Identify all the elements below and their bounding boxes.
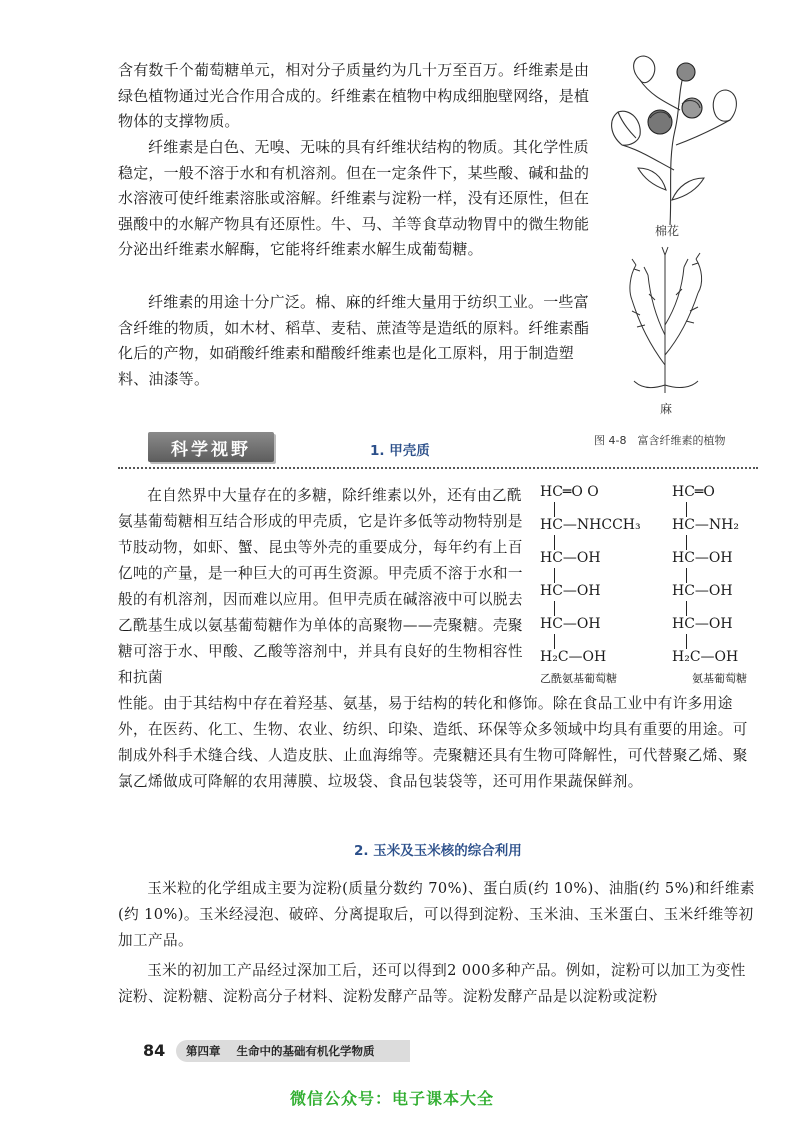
bond	[554, 535, 555, 550]
watermark: 微信公众号：电子课本大全	[290, 1089, 495, 1108]
bond	[686, 568, 687, 583]
chapter-number: 第四章	[186, 1044, 221, 1058]
bond	[554, 601, 555, 616]
structure-row: HC—OH	[540, 616, 601, 632]
hemp-plant-illustration	[610, 245, 720, 395]
structure-row: HC—NH₂	[672, 517, 739, 533]
paragraph-cellulose-structure: 含有数千个葡萄糖单元，相对分子质量约为几十万至百万。纤维素是由绿色植物通过光合作用合成的。纤维素在植物中构成细胞壁网络，是植物体的支撑物质。	[118, 61, 590, 131]
structure-row: HC—OH	[672, 616, 733, 632]
chitin-paragraph: 在自然界中大量存在的多糖，除纤维素以外，还有由乙酰氨基葡萄糖相互结合形成的甲壳质，它是许多低等动物特别是节肢动物，如虾、蟹、昆虫等外壳的重要成分，每年约有上百亿吨的产量，是一种巨大的可再生资源。甲壳质不溶于水和一般的有机溶剂，因而难以应用。但甲壳质在碱溶液中可以脱去乙酰基生成以氨基葡萄糖作为单体的高聚物——壳聚糖。壳聚糖可溶于水、甲酸、乙酸等溶剂中，并具有良好的生物相容性和抗菌	[118, 487, 523, 686]
chapter-footer	[176, 1040, 410, 1062]
acetylglucosamine-caption: 乙酰氨基葡萄糖	[540, 672, 617, 685]
bond	[686, 601, 687, 616]
glucosamine-structure	[672, 484, 772, 684]
bond	[554, 568, 555, 583]
structure-row: HC═O O	[540, 484, 599, 500]
paragraph-cellulose-uses: 纤维素的用途十分广泛。棉、麻的纤维大量用于纺织工业。一些富含纤维的物质，如木材、稻草、麦秸、蔗渣等是造纸的原料。纤维素酯化后的产物，如硝酸纤维素和醋酸纤维素也是化工原料，用于制造塑料、油漆等。	[118, 293, 590, 388]
acetylglucosamine-structure	[540, 484, 660, 684]
structure-row: HC—OH	[672, 583, 733, 599]
structure-row: HC—NHCCH₃	[540, 517, 641, 533]
section-divider	[118, 467, 758, 469]
glucosamine-caption: 氨基葡萄糖	[692, 672, 747, 685]
page-number: 84	[143, 1041, 166, 1060]
structure-row: HC═O	[672, 484, 715, 500]
corn-composition-paragraph: 玉米粒的化学组成主要为淀粉(质量分数约 70%)、蛋白质(约 10%)、油脂(约 5%)和纤维素(约 10%)。玉米经浸泡、破碎、分离提取后，可以得到淀粉、玉米油、玉米蛋白、玉米纤维等初加工产品。	[118, 880, 755, 949]
chapter-title: 生命中的基础有机化学物质	[236, 1044, 375, 1058]
structure-row: HC—OH	[540, 583, 601, 599]
chitosan-uses-paragraph: 性能。由于其结构中存在着羟基、氨基，易于结构的转化和修饰。除在食品工业中有许多用途外，在医药、化工、生物、农业、纺织、印染、造纸、环保等众多领域中均具有重要的用途。可制成外科手术缝合线、人造皮肤、止血海绵等。壳聚糖还具有生物可降解性，可代替聚乙烯、聚氯乙烯做成可降解的农用薄膜、垃圾袋、食品包装袋等，还可用作果蔬保鲜剂。	[118, 695, 748, 790]
corn-processing-paragraph: 玉米的初加工产品经过深加工后，还可以得到2 000多种产品。例如，淀粉可以加工为变性淀粉、淀粉糖、淀粉高分子材料、淀粉发酵产品等。淀粉发酵产品是以淀粉或淀粉	[118, 962, 746, 1005]
structure-row: H₂C—OH	[672, 649, 739, 665]
bond	[554, 502, 555, 517]
science-view-banner: 科学视野	[148, 432, 274, 462]
structure-row: H₂C—OH	[540, 649, 607, 665]
structure-row: HC—OH	[672, 550, 733, 566]
bond	[686, 634, 687, 649]
cotton-label: 棉花	[655, 224, 680, 238]
hemp-label: 麻	[660, 402, 673, 416]
cotton-plant-illustration	[600, 50, 750, 230]
bond	[554, 634, 555, 649]
corn-heading: 2. 玉米及玉米核的综合利用	[354, 843, 522, 859]
chitin-heading: 1. 甲壳质	[370, 443, 430, 459]
bond	[686, 535, 687, 550]
paragraph-cellulose-properties: 纤维素是白色、无嗅、无味的具有纤维状结构的物质。其化学性质稳定，一般不溶于水和有机溶剂。但在一定条件下，某些酸、碱和盐的水溶液可使纤维素溶胀或溶解。纤维素与淀粉一样，没有还原性，但在强酸中的水解产物具有还原性。牛、马、羊等食草动物胃中的微生物能分泌出纤维素水解酶，它能将纤维素水解生成葡萄糖。	[118, 138, 590, 259]
bond	[686, 502, 687, 517]
figure-caption: 图 4-8 富含纤维素的植物	[594, 434, 726, 447]
structure-row: HC—OH	[540, 550, 601, 566]
